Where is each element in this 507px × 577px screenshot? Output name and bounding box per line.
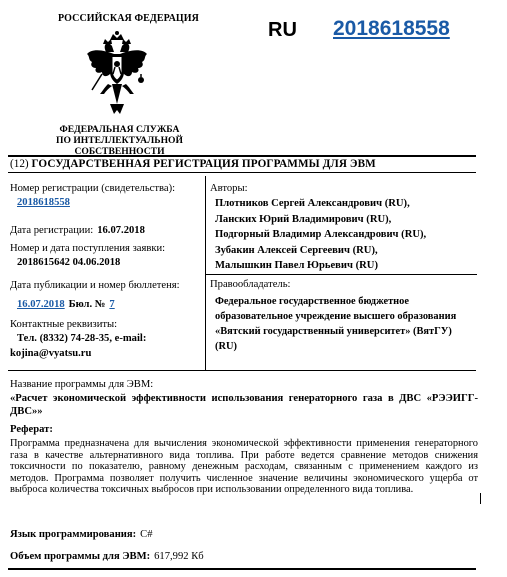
author-item: Малышкин Павел Юрьевич (RU): [215, 260, 378, 272]
document-number-link[interactable]: 2018618558: [333, 17, 450, 40]
author-item: Плотников Сергей Александрович (RU),: [215, 198, 410, 209]
abstract-label: Реферат:: [10, 424, 53, 435]
owner-divider: [205, 274, 477, 275]
reg-number-link[interactable]: 2018618558: [17, 197, 70, 208]
contacts-phone: Тел. (8332) 74-28-35, e-mail:: [17, 333, 147, 344]
program-name: «Расчет экономической эффективности использования генераторного газа в ДВС «РЭЭИГГ-ДВС»»: [10, 393, 478, 417]
agency-name: [18, 124, 221, 157]
contacts-label: Контактные реквизиты:: [10, 319, 118, 330]
details-divider: [8, 370, 476, 371]
application-value: 2018615642 04.06.2018: [17, 257, 121, 268]
author-item: Подгорный Владимир Александрович (RU),: [215, 229, 427, 241]
program-name-label: Название программы для ЭВМ:: [10, 379, 154, 390]
section-heading: [10, 158, 376, 170]
contacts-email: kojina@vyatsu.ru: [10, 348, 92, 359]
publication-label: Дата публикации и номер бюллетеня:: [10, 280, 180, 291]
reg-date-row: [10, 220, 145, 238]
reg-date-label: Дата регистрации:: [10, 225, 94, 236]
size-label: Объем программы для ЭВМ:: [10, 551, 151, 562]
application-label: Номер и дата поступления заявки:: [10, 243, 166, 254]
language-row: [10, 524, 153, 542]
section-title: ГОСУДАРСТВЕННАЯ РЕГИСТРАЦИЯ ПРОГРАММЫ ДЛЯ ЭВМ: [31, 158, 376, 170]
authors-list: [215, 196, 426, 274]
language-value: C#: [140, 529, 153, 540]
bulletin-number-link[interactable]: 7: [109, 299, 115, 310]
author-item: Ланских Юрий Владимирович (RU),: [215, 213, 392, 225]
size-value: 617,992 Кб: [154, 551, 204, 562]
russian-coat-of-arms-icon: [84, 30, 150, 116]
publication-date-link[interactable]: 16.07.2018: [17, 299, 65, 310]
author-item: Зубакин Алексей Сергеевич (RU),: [215, 244, 378, 256]
size-row: [10, 546, 204, 564]
language-label: Язык программирования:: [10, 529, 137, 540]
agency-line-1: ФЕДЕРАЛЬНАЯ СЛУЖБА: [59, 124, 180, 135]
country-name: РОССИЙСКАЯ ФЕДЕРАЦИЯ: [58, 13, 200, 24]
abstract-body: Программа предназначена для вычисления экономической эффективности применения генераторного газа в качестве альтернативного вида топлива. При работе ведется сравнение методов снижения токсичности по показателю, равному денежным расходам, связанным с применением каждого из методов. Программа позволяет получить численное значение величины экономического ущерба от выброса количества токсичных выбросов при использовании определенного вида топлива.: [10, 438, 478, 496]
authors-label: Авторы:: [210, 183, 248, 194]
column-divider: [205, 176, 206, 370]
section-code: (12): [10, 158, 29, 170]
owner-label: Правообладатель:: [210, 279, 291, 290]
reg-number-label: Номер регистрации (свидетельства):: [10, 183, 176, 194]
agency-line-2: ПО ИНТЕЛЛЕКТУАЛЬНОЙ СОБСТВЕННОСТИ: [56, 135, 183, 157]
publication-row: [17, 294, 115, 312]
country-code: RU: [268, 19, 297, 41]
heading-divider: [8, 172, 476, 173]
text-cursor: [480, 493, 481, 504]
reg-date-value: 16.07.2018: [97, 225, 145, 236]
bulletin-label: Бюл. №: [68, 299, 106, 310]
owner-text: Федеральное государственное бюджетное образовательное учреждение высшего образования «Вятский государственный университет» (ВятГУ) (RU): [215, 296, 457, 352]
top-divider: [8, 155, 476, 157]
abstract-text: [10, 438, 478, 496]
bottom-divider: [8, 568, 476, 570]
